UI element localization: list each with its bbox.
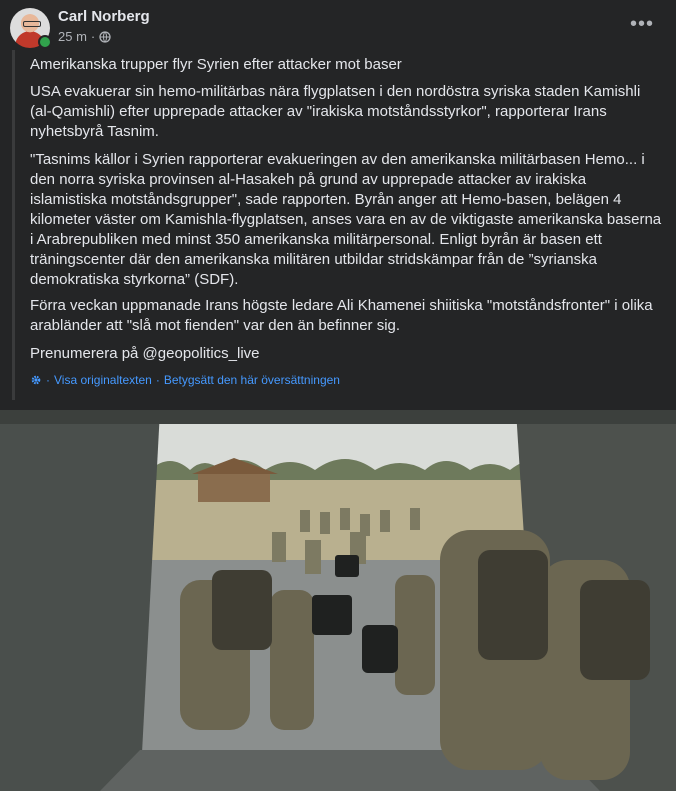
translation-separator-2: · (155, 373, 160, 387)
more-horizontal-icon: ••• (630, 13, 655, 35)
post-time[interactable]: 25 m (58, 29, 87, 44)
avatar-glasses (23, 21, 41, 27)
globe-icon[interactable] (99, 31, 111, 43)
post-paragraph-2: "Tasnims källor i Syrien rapporterar evakueringen av den amerikanska militärbasen Hemo... i den norra syriska provinsen al-Hasakeh på grund av upprepade attacker av irakiska islamistiska motståndsgrupper", sade rapporten. Byrån anger att Hemo-basen, belägen 4 kilometer väster om Kamishla-flygplatsen, anses vara en av de viktigaste amerikanska baserna i Arabrepubliken med minst 350 amerikanska militärpersonal. Enligt byrån är basen ett träningscenter där den amerikanska militären utbildar stridskämpar från de ”syrianska demokratiska styrkorna” (SDF). (30, 151, 662, 288)
more-options-button[interactable] (624, 10, 656, 38)
post-paragraph-3: Förra veckan uppmanade Irans högste ledare Ali Khamenei shiitiska "motståndsfronter" i olika arabländer att "slå mot fienden" var den än befinner sig. (30, 297, 653, 334)
meta-separator: · (90, 29, 96, 44)
view-original-link[interactable]: Visa originaltexten (54, 373, 152, 387)
post-content (12, 50, 676, 400)
author-name[interactable]: Carl Norberg (58, 8, 150, 25)
photo-illustration (0, 410, 676, 791)
translation-separator: · (46, 373, 50, 387)
post-meta (58, 29, 111, 44)
online-status-dot (38, 35, 52, 49)
post-headline: Amerikanska trupper flyr Syrien efter attacker mot baser (30, 56, 402, 73)
rate-translation-link[interactable]: Betygsätt den här översättningen (163, 373, 340, 387)
post-paragraph-1: USA evakuerar sin hemo-militärbas nära flygplatsen i den nordöstra syriska staden Kamishli (al-Qamishli) efter upprepade attacker av "irakiska motståndsstyrkor", rapporterar Irans nyhetsbyrå Tasnim. (30, 83, 641, 140)
translation-bar (30, 373, 340, 387)
gear-icon (30, 374, 42, 386)
post-photo[interactable] (0, 410, 676, 791)
post-header (0, 0, 676, 50)
post-paragraph-4: Prenumerera på @geopolitics_live (30, 345, 260, 362)
